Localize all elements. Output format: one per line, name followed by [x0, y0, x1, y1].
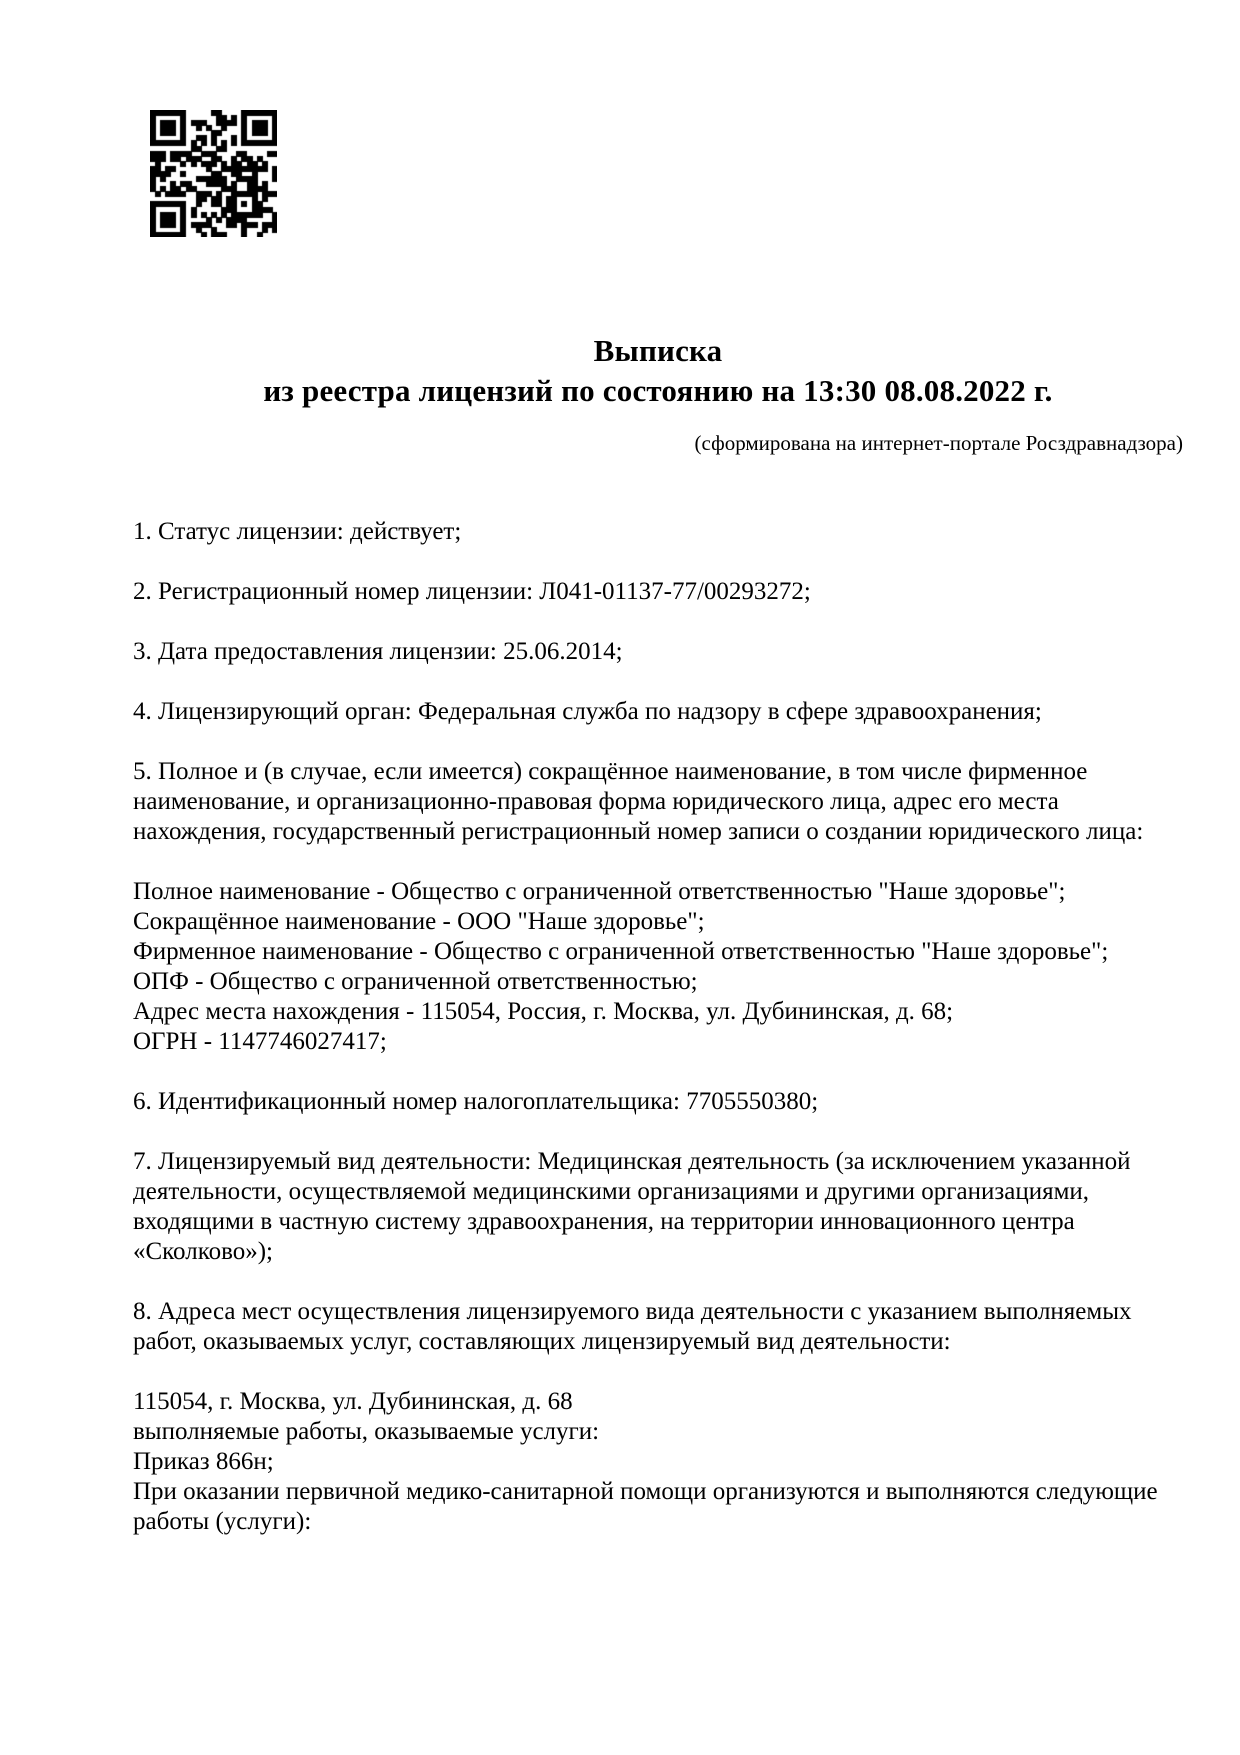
- document-line: Полное наименование - Общество с ограниченной ответственностью "Наше здоровье";: [133, 878, 1066, 905]
- page-title: [133, 0, 1183, 411]
- document-line: выполняемые работы, оказываемые услуги:: [133, 1418, 600, 1445]
- document-line: Приказ 866н;: [133, 1448, 274, 1475]
- document-paragraph: 1. Статус лицензии: действует;: [133, 518, 462, 545]
- document-paragraph: 3. Дата предоставления лицензии: 25.06.2014;: [133, 638, 623, 665]
- document-paragraph: 5. Полное и (в случае, если имеется) сокращённое наименование, в том числе фирменное наименование, и организационно-правовая форма юридического лица, адрес его места нахождения, государственный регистрационный номер записи о создании юридического лица:: [133, 758, 1144, 845]
- document-line: Фирменное наименование - Общество с ограниченной ответственностью "Наше здоровье";: [133, 938, 1109, 965]
- document-paragraph: 6. Идентификационный номер налогоплательщика: 7705550380;: [133, 1088, 819, 1115]
- document-line: 115054, г. Москва, ул. Дубининская, д. 68: [133, 1388, 573, 1415]
- document-body: [133, 517, 1183, 1537]
- title-line-2: из реестра лицензий по состоянию на 13:30 08.08.2022 г.: [263, 373, 1053, 408]
- document-paragraph: [133, 877, 1183, 1057]
- document-paragraph: [133, 1387, 1183, 1537]
- title-line-1: Выписка: [593, 333, 723, 368]
- document-paragraph: 2. Регистрационный номер лицензии: Л041-01137-77/00293272;: [133, 578, 811, 605]
- document-line: Адрес места нахождения - 115054, Россия, г. Москва, ул. Дубининская, д. 68;: [133, 998, 954, 1025]
- document-line: При оказании первичной медико-санитарной помощи организуются и выполняются следующие работы (услуги):: [133, 1478, 1158, 1535]
- document-subtitle: (сформирована на интернет-портале Росздравнадзора): [694, 431, 1183, 455]
- document-paragraph: 4. Лицензирующий орган: Федеральная служба по надзору в сфере здравоохранения;: [133, 698, 1042, 725]
- document-line: ОПФ - Общество с ограниченной ответственностью;: [133, 968, 698, 995]
- document-content: [133, 0, 1183, 1537]
- document-paragraph: 8. Адреса мест осуществления лицензируемого вида деятельности с указанием выполняемых работ, оказываемых услуг, составляющих лицензируемый вид деятельности:: [133, 1298, 1132, 1355]
- document-line: ОГРН - 1147746027417;: [133, 1028, 387, 1055]
- document-line: Сокращённое наименование - ООО "Наше здоровье";: [133, 908, 705, 935]
- document-paragraph: 7. Лицензируемый вид деятельности: Медицинская деятельность (за исключением указанной деятельности, осуществляемой медицинскими организациями и другими организациями, входящими в частную систему здравоохранения, на территории инновационного центра «Сколково»);: [133, 1148, 1131, 1265]
